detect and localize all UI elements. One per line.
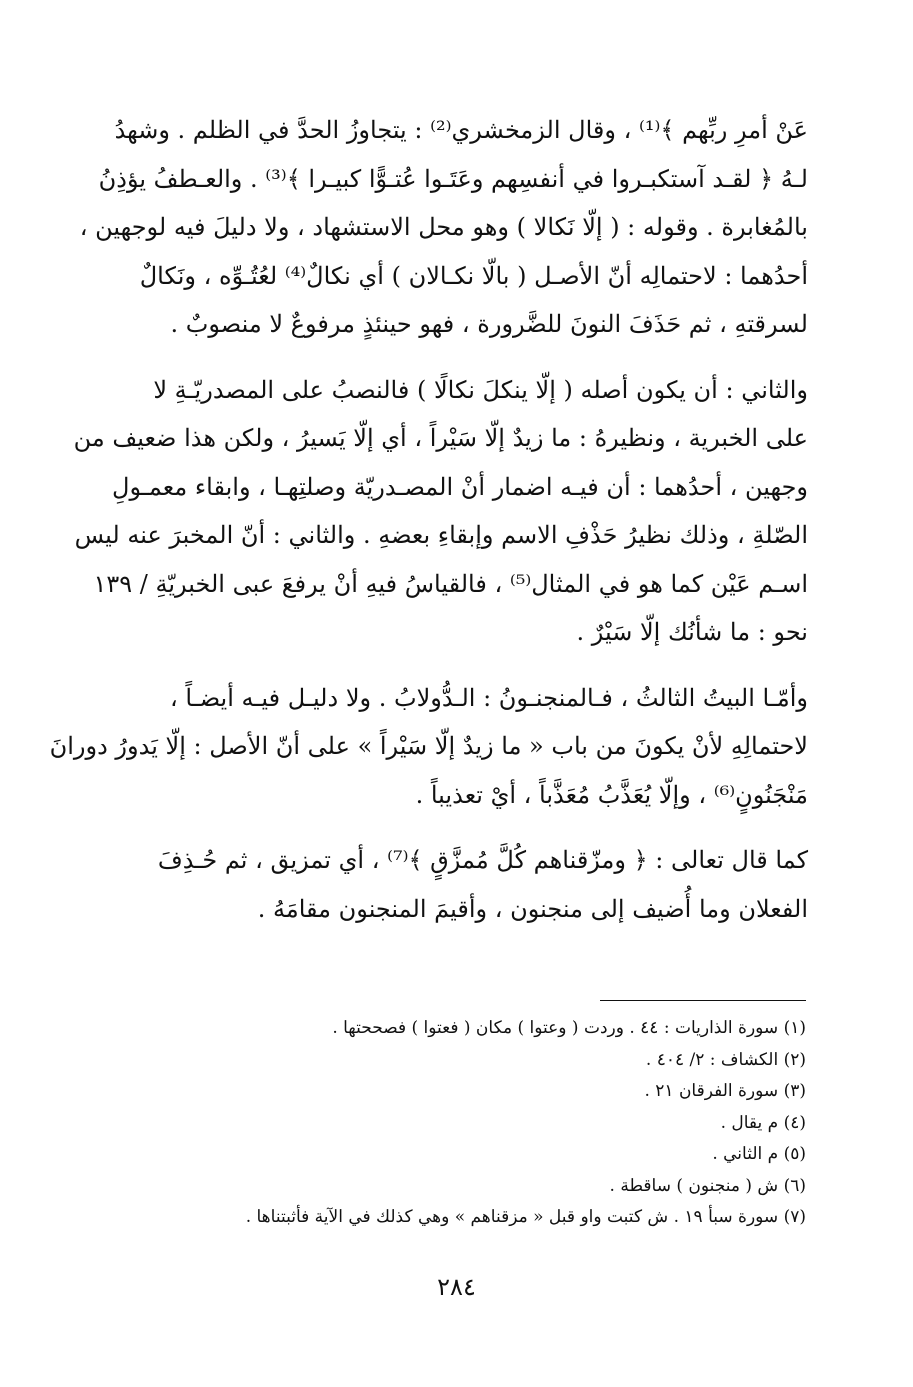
footnote-6: (٦) ش ( منجنون ) ساقطة .: [609, 1175, 806, 1196]
text-line: كما قال تعالى : ﴿ ومزّقناهم كُلَّ مُمزَّقٍ ﴾⁽⁷⁾ ، أي تمزيق ، ثم حُـذِفَ: [157, 846, 808, 874]
text-line: عَنْ أمرِ ربِّهم ﴾⁽¹⁾ ، وقال الزمخشري⁽²⁾ : يتجاوزُ الحدَّ في الظلم . وشهدُ: [114, 116, 808, 144]
text-line: بالمُغابرة . وقوله : ( إلّا نَكالا ) وهو محل الاستشهاد ، ولا دليلَ فيه لوجهين ،: [79, 213, 808, 241]
paragraph-1: [79, 106, 808, 349]
footnote-divider: [600, 1000, 806, 1001]
text-line: الصّلةِ ، وذلك نظيرُ حَذْفِ الاسم وإبقاءِ بعضهِ . والثاني : أنّ المخبرَ عنه ليس: [74, 521, 808, 549]
footnote-7: (٧) سورة سبأ ١٩ . ش كتبت واو قبل « مزقناهم » وهي كذلك في الآية فأثبتناها .: [245, 1207, 806, 1227]
text-line: لاحتمالِهِ لأنْ يكونَ من باب « ما زيدٌ إلّا سَيْراً » على أنّ الأصل : إلّا يَدورُ دورانَ: [49, 732, 808, 760]
footnote-2: (٢) الكشاف : ٢/ ٤٠٤ .: [645, 1049, 806, 1070]
text-line: اسـم عَيْن كما هو في المثال⁽⁵⁾ ، فالقياسُ فيهِ أنْ يرفعَ عبى الخبريّةِ / ١٣٩: [93, 569, 808, 598]
text-line: الفعلان وما أُضيف إلى منجنون ، وأقيمَ المنجنون مقامَهُ .: [257, 894, 808, 923]
text-line: مَنْجَنُونٍ⁽⁶⁾ ، وإلّا يُعَذَّبُ مُعَذَّباً ، أيْ تعذيباً .: [415, 780, 808, 809]
paragraph-2: [73, 366, 808, 657]
text-line: لـهُ ﴿ لقـد آستكبـروا في أنفسِهم وعَتَـوا عُتـوًّا كبيـرا ﴾⁽³⁾ . والعـطفُ يؤذِنُ: [98, 164, 808, 193]
page-number: ٢٨٤: [437, 1273, 476, 1301]
paragraph-3: [49, 674, 808, 820]
text-line: على الخبرية ، ونظيرهُ : ما زيدٌ إلّا سَيْراً ، أي إلّا يَسيرُ ، ولكن هذا ضعيف من: [73, 424, 808, 452]
text-line: وأمّـا البيتُ الثالثُ ، فـالمنجنـونُ : الـدُّولابُ . ولا دليـل فيـه أيضـاً ،: [169, 683, 808, 712]
footnote-1: (١) سورة الذاريات : ٤٤ . وردت ( وعتوا ) مكان ( فعتوا ) فصححتها .: [332, 1018, 806, 1038]
footnote-3: (٣) سورة الفرقان ٢١ .: [644, 1081, 806, 1101]
footnote-4: (٤) م يقال .: [720, 1112, 806, 1133]
text-line: نحو : ما شأنُك إلّا سَيْرٌ .: [576, 618, 808, 646]
footnote-5: (٥) م الثاني .: [712, 1144, 806, 1164]
paragraph-4: [102, 836, 808, 933]
main-text: [49, 106, 808, 933]
text-line: والثاني : أن يكون أصله ( إلّا ينكلَ نكالًا ) فالنصبُ على المصدريّـةِ لا: [153, 375, 808, 404]
text-line: وجهين ، أحدُهما : أن فيـه اضمار أنْ المصـدريّة وصلتِهـا ، وابقاء معمـولِ: [112, 472, 808, 501]
text-line: أحدُهما : لاحتمالِه أنّ الأصـل ( بالّا نكـالان ) أي نكالٌ⁽⁴⁾ لعُتُـوِّه ، ونَكالٌ: [139, 261, 808, 290]
text-line: لسرقتهِ ، ثم حَذَفَ النونَ للضَّرورة ، فهو حينئذٍ مرفوعٌ لا منصوبٌ .: [170, 310, 808, 338]
footnotes: [106, 1013, 806, 1234]
